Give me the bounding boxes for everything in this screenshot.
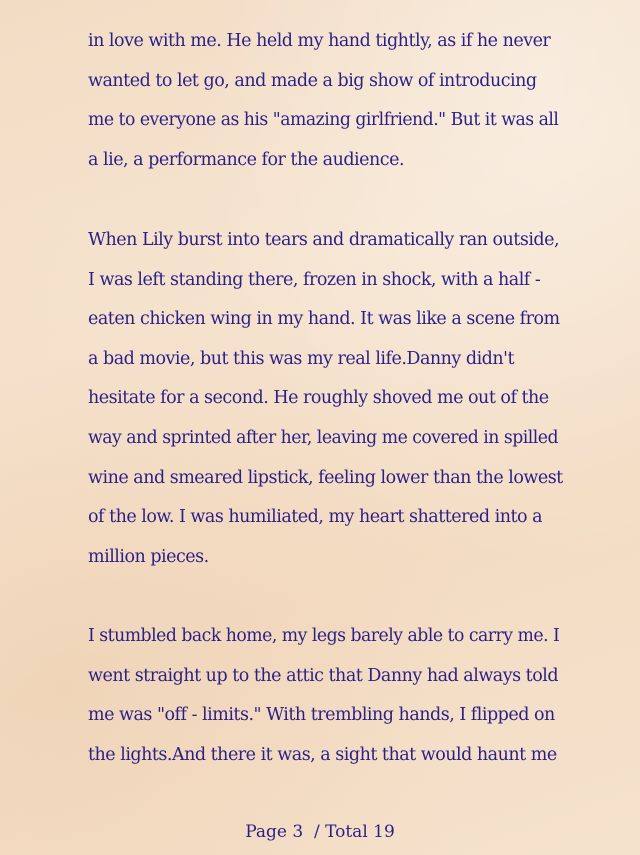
- text-line: in love with me. He held my hand tightly, as if he never: [88, 31, 551, 51]
- text-line: a lie, a performance for the audience.: [88, 149, 405, 170]
- page-indicator: Page 3 / Total 19: [245, 822, 395, 842]
- paragraph-3: [88, 617, 563, 775]
- text-line: hesitate for a second. He roughly shoved me out of the: [88, 388, 549, 409]
- paragraph-2: [88, 221, 563, 577]
- text-line: wine and smeared lipstick, feeling lower than the lowest: [88, 467, 563, 488]
- text-line: the lights.And there it was, a sight that would haunt me: [88, 744, 557, 765]
- text-line: me was "off - limits." With trembling hands, I flipped on: [88, 705, 555, 726]
- paragraph-1: [88, 22, 563, 180]
- text-line: I stumbled back home, my legs barely able to carry me. I: [88, 626, 560, 646]
- text-line: a bad movie, but this was my real life.Danny didn't: [88, 348, 514, 369]
- text-line: I was left standing there, frozen in shock, with a half -: [88, 269, 541, 290]
- text-line: wanted to let go, and made a big show of introducing: [88, 70, 537, 91]
- text-line: me to everyone as his "amazing girlfriend." But it was all: [88, 110, 559, 131]
- text-line: way and sprinted after her, leaving me covered in spilled: [88, 427, 559, 448]
- text-line: went straight up to the attic that Danny had always told: [88, 665, 559, 686]
- text-line: When Lily burst into tears and dramatically ran outside,: [88, 230, 560, 250]
- text-line: of the low. I was humiliated, my heart shattered into a: [88, 507, 543, 528]
- text-line: million pieces.: [88, 546, 209, 567]
- text-line: eaten chicken wing in my hand. It was like a scene from: [88, 309, 560, 330]
